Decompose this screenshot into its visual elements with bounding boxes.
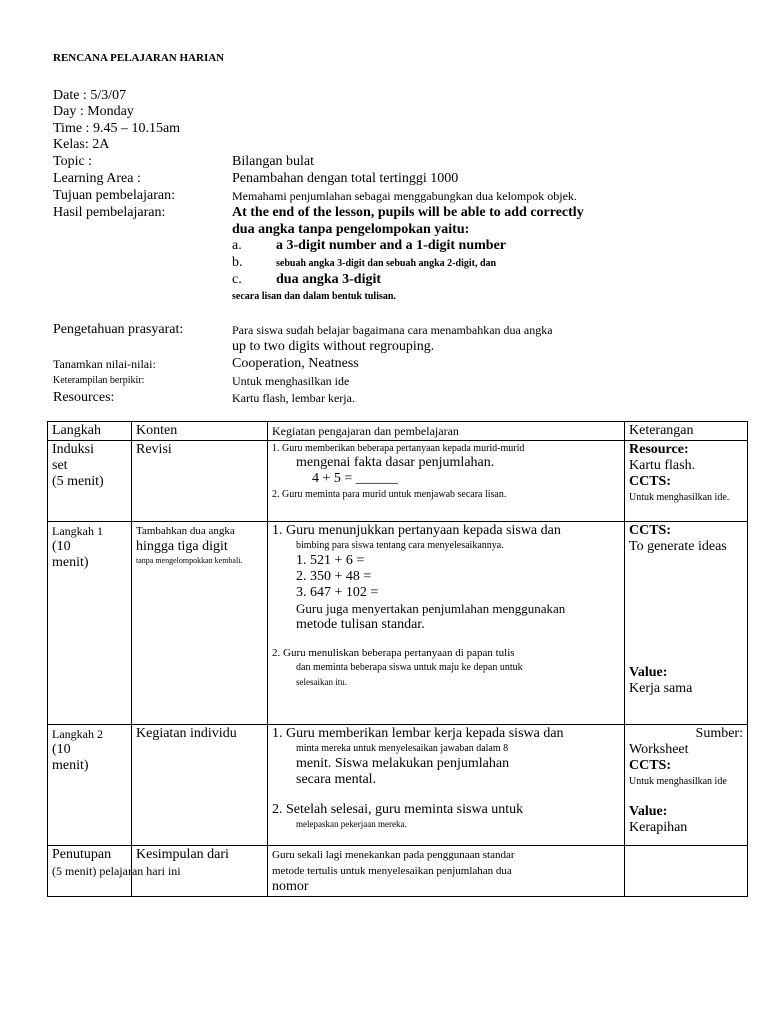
content-line: hingga tiga digit — [136, 539, 228, 554]
activity-line: bimbing para siswa tentang cara menyelesaikannya. — [296, 540, 504, 551]
activity-line: metode tulisan standar. — [296, 617, 425, 632]
outcome-item-b: sebuah angka 3-digit dan sebuah angka 2-digit, dan — [276, 258, 497, 269]
notes-line: Untuk menghasilkan ide — [629, 776, 727, 787]
step-line: Induksi — [52, 442, 94, 457]
outcome-item-c: dua angka 3-digit — [276, 272, 382, 287]
notes-cell — [625, 846, 748, 897]
table-row — [48, 441, 748, 522]
notes-line: Kerja sama — [629, 681, 693, 696]
content-line: tanpa mengelompokkan kembali. — [136, 556, 243, 565]
notes-line: Sumber: — [695, 726, 743, 741]
activity-line: minta mereka untuk menyelesaikan jawaban dalam 8 — [296, 743, 509, 754]
content-line: Revisi — [136, 442, 172, 457]
activity-cell — [268, 846, 625, 897]
step-line: (5 menit) pelajaran hari ini — [52, 864, 181, 878]
outcome-note: secara lisan dan dalam bentuk tulisan. — [232, 291, 396, 302]
header-activity: Kegiatan pengajaran dan pembelajaran — [268, 422, 625, 441]
step-line: Langkah 2 — [52, 727, 103, 741]
content-cell — [132, 725, 268, 846]
activity-line: nomor — [272, 879, 309, 894]
resources-label: Resources: — [53, 390, 115, 405]
content-line: Kegiatan individu — [136, 726, 237, 741]
activity-line: mengenai fakta dasar penjumlahan. — [296, 455, 495, 470]
table-row — [48, 522, 748, 725]
content-line: Kesimpulan dari — [136, 847, 229, 862]
notes-cell — [625, 522, 748, 725]
prior-knowledge-label: Pengetahuan prasyarat: — [53, 322, 184, 337]
activity-line: 4 + 5 = ______ — [312, 471, 398, 486]
outcome-line2: dua angka tanpa pengelompokan yaitu: — [232, 222, 470, 237]
prior-knowledge-line2: up to two digits without regrouping. — [232, 339, 435, 354]
activity-cell — [268, 725, 625, 846]
class-line: Kelas: 2A — [53, 137, 110, 152]
notes-line: CCTS: — [629, 474, 672, 489]
activity-line: metode tertulis untuk menyelesaikan penjumlahan dua — [272, 865, 512, 877]
topic-value: Bilangan bulat — [232, 154, 315, 169]
values-label: Tanamkan nilai-nilai: — [53, 357, 156, 371]
step-cell — [48, 846, 181, 897]
prior-knowledge-line1: Para siswa sudah belajar bagaimana cara menambahkan dua angka — [232, 323, 553, 337]
time-line: Time : 9.45 – 10.15am — [53, 121, 181, 136]
notes-cell — [625, 441, 748, 522]
step-cell — [48, 725, 132, 846]
notes-line: To generate ideas — [629, 539, 727, 554]
document-title: RENCANA PELAJARAN HARIAN — [53, 52, 225, 64]
step-cell — [48, 522, 132, 725]
notes-line: Value: — [629, 804, 668, 819]
step-line: (10 — [52, 539, 71, 554]
activity-line: selesaikan itu. — [296, 677, 347, 687]
notes-line: Value: — [629, 665, 668, 680]
content-cell — [132, 522, 268, 725]
table-row — [48, 725, 748, 846]
notes-line: CCTS: — [629, 758, 672, 773]
activity-line: 2. Setelah selesai, guru meminta siswa untuk — [272, 802, 524, 817]
activity-line: 3. 647 + 102 = — [296, 585, 379, 600]
content-line: Tambahkan dua angka — [136, 525, 235, 537]
notes-line: Worksheet — [629, 742, 689, 757]
outcome-marker-b: b. — [232, 255, 243, 270]
lesson-steps-table — [47, 421, 748, 897]
content-cell — [132, 441, 268, 522]
objective-value: Memahami penjumlahan sebagai menggabungkan dua kelompok objek. — [232, 189, 577, 203]
header-content: Konten — [132, 422, 268, 441]
step-line: Langkah 1 — [52, 524, 103, 538]
header-step: Langkah — [48, 422, 132, 441]
outcome-marker-a: a. — [232, 238, 242, 253]
activity-line: Guru juga menyertakan penjumlahan menggunakan — [296, 601, 566, 616]
step-line: set — [52, 458, 68, 473]
notes-line: Kartu flash. — [629, 458, 696, 473]
notes-cell — [625, 725, 748, 846]
table-header-row — [48, 422, 748, 441]
step-line: menit) — [52, 555, 89, 570]
outcome-value: At the end of the lesson, pupils will be able to add correctly — [232, 205, 584, 220]
outcome-marker-c: c. — [232, 272, 242, 287]
objective-label: Tujuan pembelajaran: — [53, 188, 175, 203]
activity-cell — [268, 522, 625, 725]
notes-line: Untuk menghasilkan ide. — [629, 492, 730, 503]
step-line: (5 menit) — [52, 474, 104, 489]
learning-area-value: Penambahan dengan total tertinggi 1000 — [232, 171, 459, 186]
outcome-label: Hasil pembelajaran: — [53, 205, 166, 220]
outcome-item-a: a 3-digit number and a 1-digit number — [276, 238, 506, 253]
step-line: (10 — [52, 742, 71, 757]
resources-value: Kartu flash, lembar kerja. — [232, 391, 355, 405]
notes-line: Resource: — [629, 442, 689, 457]
day-line: Day : Monday — [53, 104, 134, 119]
step-cell — [48, 441, 132, 522]
activity-line: 1. Guru memberikan lembar kerja kepada siswa dan — [272, 726, 564, 741]
activity-line: 1. 521 + 6 = — [296, 553, 365, 568]
topic-label: Topic : — [53, 154, 93, 169]
activity-line: melepaskan pekerjaan mereka. — [296, 819, 407, 829]
activity-line: dan meminta beberapa siswa untuk maju ke depan untuk — [296, 662, 523, 673]
table-row — [48, 846, 748, 897]
date-line: Date : 5/3/07 — [53, 88, 127, 103]
activity-line: Guru sekali lagi menekankan pada penggunaan standar — [272, 849, 515, 861]
notes-line: CCTS: — [629, 523, 672, 538]
values-value: Cooperation, Neatness — [232, 356, 359, 371]
activity-line: 2. 350 + 48 = — [296, 569, 372, 584]
activity-cell — [268, 441, 625, 522]
activity-line: 2. Guru meminta para murid untuk menjawab secara lisan. — [272, 489, 507, 500]
header-notes: Keterangan — [625, 422, 748, 441]
activity-line: secara mental. — [296, 772, 377, 787]
activity-line: 1. Guru memberikan beberapa pertanyaan kepada murid-murid — [272, 443, 525, 454]
activity-line: menit. Siswa melakukan penjumlahan — [296, 756, 510, 771]
learning-area-label: Learning Area : — [53, 171, 141, 186]
activity-line: 2. Guru menuliskan beberapa pertanyaan di papan tulis — [272, 647, 515, 659]
activity-line: 1. Guru menunjukkan pertanyaan kepada siswa dan — [272, 523, 561, 538]
notes-line: Kerapihan — [629, 820, 688, 835]
thinking-skills-value: Untuk menghasilkan ide — [232, 374, 350, 388]
thinking-skills-label: Keterampilan berpikir: — [53, 375, 145, 386]
step-line: Penutupan — [52, 847, 112, 862]
step-line: menit) — [52, 758, 89, 773]
